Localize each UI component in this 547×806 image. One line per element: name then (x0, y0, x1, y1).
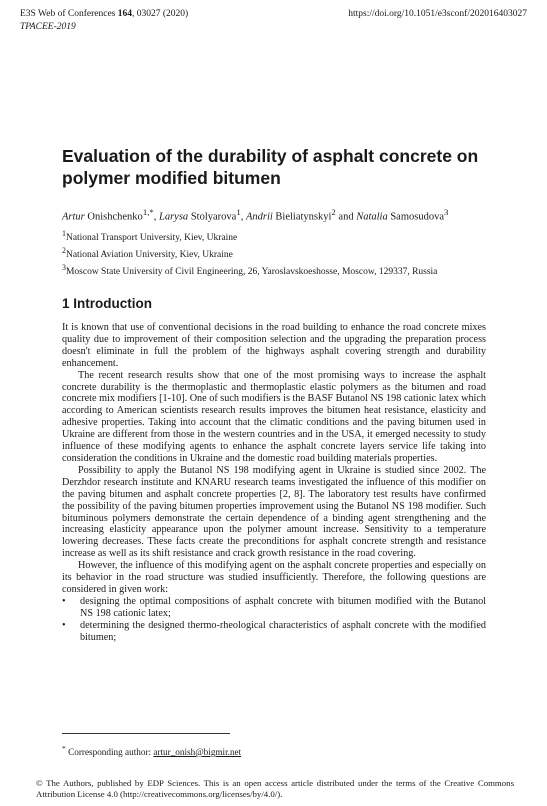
affiliation-text: National Transport University, Kiev, Ukraine (65, 233, 238, 244)
section-heading: 1 Introduction (62, 296, 152, 311)
author-separator: and (335, 211, 357, 223)
author-given-name: Natalia (356, 211, 388, 223)
paragraph: The recent research results show that one of the most promising ways to increase the asphalt concrete durability is the thermoplastic and thermoplastic elastic polymers as the bitumen and road concrete mix modifiers [1-10]. One of such modifiers is the BASF Butanol NS 198 cationic latex which according to American scientists research results improves the bitumen heat resistance, elasticity and adhesive properties. Taking into account that the climatic conditions and the paving bitumen used in Ukraine are different from those in the western countries and in the USA, it emerged necessity to study influence of these modifying agents to enhance the asphalt concrete layers service life taking into consideration the conditions in Ukraine and the domestic road building materials properties. (62, 369, 486, 464)
footnote-label: Corresponding author: (68, 747, 154, 758)
paragraph: It is known that use of conventional decisions in the road building to enhance the road concrete mixes quality due to improvement of their composition selection and the upgrading the preparation process doesn't eliminate in full the problem of the highways asphalt covering strength and durability enhancement. (62, 322, 486, 369)
author-family-name: Stolyarova (188, 211, 237, 223)
list-item-text: determining the designed thermo-rheological characteristics of asphalt concrete with the modified bitumen; (80, 619, 486, 643)
body-text (62, 322, 486, 643)
affiliation-text: National Aviation University, Kiev, Ukraine (65, 250, 233, 261)
author-affiliation-mark: 3 (444, 207, 449, 217)
author-family-name: Samosudova (387, 211, 445, 223)
author-given-name: Larysa (159, 211, 189, 223)
author-affiliation-mark: 1 (236, 207, 241, 217)
journal-name: E3S Web of Conferences (20, 9, 116, 19)
paragraph: However, the influence of this modifying agent on the asphalt concrete properties and especially on its behavior in the road structure was studied insufficiently. Therefore, the following questions are considered in given work: (62, 560, 486, 595)
license-text: © The Authors, published by EDP Sciences. This is an open access article distributed under the terms of the Creative Commons Attribution License 4.0 (http://creativecommons.org/licenses/by/4.0/). (36, 778, 514, 799)
author-family-name: Bieliatynskyi (272, 211, 332, 223)
affiliation-mark: 2 (62, 245, 66, 255)
bullet-icon: • (62, 595, 66, 607)
list-item (62, 596, 486, 620)
bullet-icon: • (62, 619, 66, 631)
email-link[interactable]: artur_onish@bigmir.net (153, 747, 242, 758)
affiliation-mark: 1 (62, 229, 66, 238)
affiliation (62, 228, 492, 245)
author-affiliation-mark: 1,* (142, 207, 154, 217)
author-list (62, 206, 492, 224)
affiliation (62, 262, 492, 279)
affiliation (62, 245, 492, 262)
author-given-name: Andrii (245, 211, 273, 223)
list-item-text: designing the optimal compositions of asphalt concrete with bitumen modified with the Butanol NS 198 cationic latex; (80, 595, 486, 619)
article-number: , 03027 (2020) (131, 9, 189, 19)
conference-name: TPACEE-2019 (20, 22, 76, 32)
journal-header (20, 8, 188, 20)
footnote-marker: * (62, 744, 66, 753)
footnote (62, 743, 241, 758)
affiliation-list (62, 228, 492, 279)
affiliation-text: Moscow State University of Civil Engineering, 26, Yaroslavskoeshosse, Moscow, 129337, Russia (65, 267, 438, 278)
list-item (62, 620, 486, 644)
footnote-divider (62, 733, 230, 734)
doi-link[interactable]: https://doi.org/10.1051/e3sconf/202016403027 (348, 9, 527, 19)
author-separator: , (153, 211, 159, 223)
affiliation-mark: 3 (62, 262, 66, 272)
paper-title: Evaluation of the durability of asphalt concrete on polymer modified bitumen (62, 146, 479, 188)
journal-volume: 164 (117, 9, 132, 19)
paragraph: Possibility to apply the Butanol NS 198 modifying agent in Ukraine is studied since 2002. The Derzhdor research institute and KNARU research teams investigated the influence of this modifier on the paving bitumen and asphalt concrete properties [2, 8]. The laboratory test results have confirmed the possibility of the paving bitumen properties improvement using the Butanol NS 198 modifier. Such bituminous polymers demonstrate the certain dependence of a binding agent strengthening and the increasing elasticity appearance upon the polymer amount increase. Sensitivity to a temperature lowering decreases. These facts create the preconditions for asphalt concrete strength and resistance increase as well as its shift resistance and crack growth resistance in the road covering. (62, 464, 486, 560)
author-family-name: Onishchenko (84, 211, 143, 223)
author-affiliation-mark: 2 (331, 207, 336, 217)
author-separator: , (240, 211, 246, 223)
author-given-name: Artur (62, 211, 85, 223)
